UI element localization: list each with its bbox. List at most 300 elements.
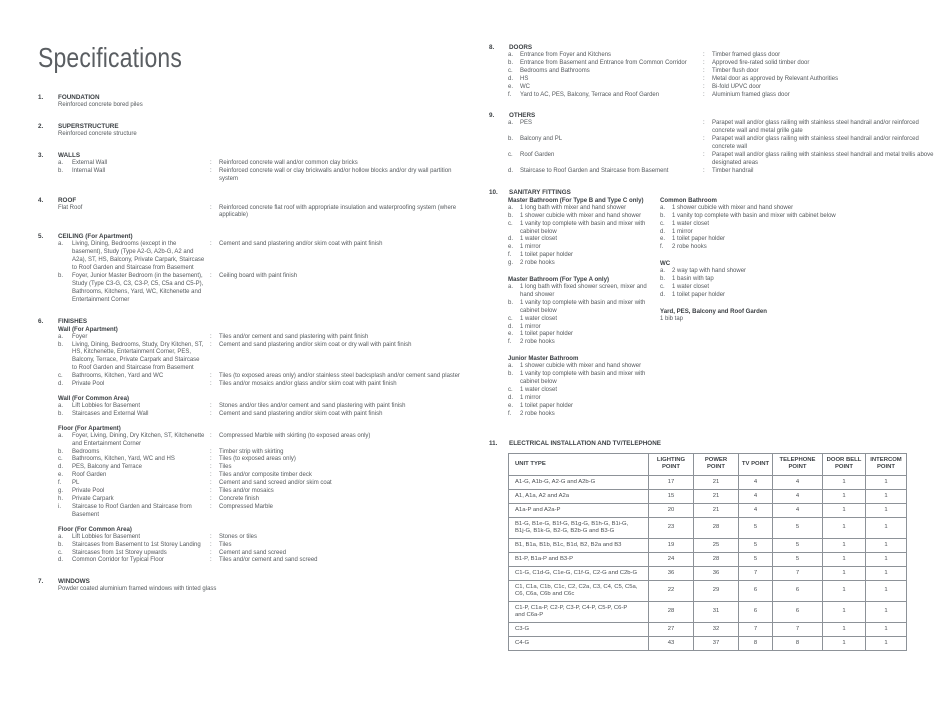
point-count-cell: 5 <box>773 538 823 552</box>
item-colon-separator: : <box>210 557 212 564</box>
item-label: Entrance from Basement and Entrance from Common Corridor <box>520 59 687 66</box>
point-count-cell: 1 <box>866 475 907 489</box>
item-letter: b. <box>508 371 514 378</box>
sanitary-item <box>660 205 937 213</box>
sanitary-item <box>508 260 660 268</box>
section-title: FINISHES <box>58 317 88 325</box>
spec-pair-list <box>58 334 464 389</box>
point-count-cell: 19 <box>649 538 694 552</box>
spec-row <box>58 381 464 389</box>
unit-type-cell: C3-G <box>509 622 649 636</box>
sanitary-item <box>508 363 660 371</box>
spec-pair-list <box>508 120 937 175</box>
sanitary-item <box>508 236 660 244</box>
item-letter: f. <box>58 480 62 487</box>
sanitary-item <box>508 221 660 237</box>
spec-pair-list <box>58 205 464 221</box>
table-header-row <box>509 453 907 475</box>
spec-row <box>58 168 464 184</box>
item-text: 1 mirror <box>520 323 541 330</box>
item-label: Roof Garden <box>520 152 555 159</box>
item-value: Concrete finish <box>219 496 260 502</box>
spec-row <box>58 550 464 558</box>
section-number: 6. <box>38 317 44 325</box>
sanitary-column-left <box>508 197 660 427</box>
table-row <box>509 475 907 489</box>
item-letter: h. <box>58 496 64 502</box>
item-letter: c. <box>58 373 63 380</box>
item-text: 1 shower cubicle with mixer and hand shower <box>520 363 642 370</box>
item-letter: a. <box>660 204 666 211</box>
spec-row <box>58 534 464 542</box>
spec-section <box>38 578 464 594</box>
point-count-cell: 36 <box>649 566 694 580</box>
item-letter: c. <box>58 549 63 556</box>
unit-type-cell: C1-P, C1a-P, C2-P, C3-P, C4-P, C5-P, C6-P and C6a-P <box>509 601 649 622</box>
point-count-cell: 1 <box>823 601 866 622</box>
sanitary-item <box>508 395 660 403</box>
item-colon-separator: : <box>210 448 212 455</box>
section-heading <box>38 578 464 586</box>
item-letter: g. <box>58 488 64 495</box>
item-label: Roof Garden <box>72 472 107 479</box>
item-text: 1 mirror <box>520 244 541 251</box>
point-count-cell: 5 <box>773 517 823 538</box>
item-letter: d. <box>58 464 64 471</box>
section-heading <box>38 318 464 326</box>
point-count-cell: 1 <box>866 636 907 650</box>
item-value: Tiles (to exposed areas only) and/or stainless steel backsplash and/or cement sand plaster <box>219 373 460 380</box>
item-value: Parapet wall and/or glass railing with stainless steel handrail and metal trellis above designated areas <box>712 152 934 166</box>
item-colon-separator: : <box>210 333 212 340</box>
left-sections-container <box>38 94 464 594</box>
point-count-cell: 28 <box>649 601 694 622</box>
point-count-cell: 4 <box>739 489 773 503</box>
item-letter: a. <box>508 120 514 127</box>
point-count-cell: 27 <box>649 622 694 636</box>
spec-row <box>58 557 464 565</box>
item-letter: b. <box>508 136 514 143</box>
item-letter: d. <box>508 167 514 174</box>
item-colon-separator: : <box>210 410 212 417</box>
item-text: 1 shower cubicle with mixer and hand shower <box>672 204 794 211</box>
item-value: Stones or tiles <box>219 533 258 540</box>
point-count-cell: 1 <box>866 503 907 517</box>
sanitary-item <box>508 371 660 387</box>
item-letter: c. <box>508 220 513 227</box>
point-count-cell: 1 <box>866 538 907 552</box>
spec-row <box>508 76 937 84</box>
item-colon-separator: : <box>210 373 212 380</box>
item-text: 1 mirror <box>520 394 541 401</box>
section-number: 8. <box>489 44 495 51</box>
item-letter: g. <box>508 260 514 267</box>
item-label: Flat Roof <box>58 204 83 211</box>
spec-pair-list <box>58 160 464 184</box>
section-title: DOORS <box>509 44 533 51</box>
table-row <box>509 636 907 650</box>
point-count-cell: 7 <box>773 622 823 636</box>
item-colon-separator: : <box>210 204 212 211</box>
item-colon-separator: : <box>703 67 705 74</box>
sanitary-item <box>508 331 660 339</box>
section-heading <box>489 112 937 120</box>
point-count-cell: 24 <box>649 552 694 566</box>
point-count-cell: 21 <box>694 489 739 503</box>
item-letter: b. <box>58 167 64 174</box>
section-number: 10. <box>489 188 498 196</box>
item-label: Foyer, Living, Dining, Dry Kitchen, ST, Kitchenette and Entertainment Corner <box>72 432 205 447</box>
point-count-cell: 4 <box>773 503 823 517</box>
sanitary-group-title: Master Bathroom (For Type A only) <box>508 276 610 284</box>
item-letter: b. <box>58 448 64 455</box>
point-count-cell: 6 <box>739 580 773 601</box>
item-colon-separator: : <box>210 341 212 348</box>
spec-pair-list <box>58 534 464 566</box>
spec-section <box>38 152 464 184</box>
spec-pair-list <box>508 52 937 99</box>
item-value: Reinforced concrete wall or clay brickwalls and/or hollow blocks and/or dry wall partition system <box>219 167 452 182</box>
right-sections-container <box>489 44 937 651</box>
section-title: SUPERSTRUCTURE <box>58 122 119 130</box>
section-body <box>38 241 464 304</box>
point-count-cell: 1 <box>823 489 866 503</box>
item-text: 1 vanity top complete with basin and mixer with cabinet below <box>672 212 836 219</box>
spec-row <box>508 84 937 92</box>
item-value: Cement and sand screed and/or skim coat <box>219 480 332 487</box>
point-count-cell: 5 <box>739 538 773 552</box>
sanitary-group <box>660 260 937 300</box>
sanitary-item <box>508 252 660 260</box>
spec-section <box>38 233 464 304</box>
unit-type-cell: B1-G, B1e-G, B1f-G, B1g-G, B1h-G, B1i-G, B1j-G, B1k-G, B2-G, B2b-G and B3-G <box>509 517 649 538</box>
item-letter: e. <box>58 472 64 479</box>
item-value: Approved fire-rated solid timber door <box>712 59 810 66</box>
item-label: Staircase to Roof Garden and Staircase from Basement <box>520 167 669 174</box>
item-value: Compressed Marble with skirting (to exposed areas only) <box>219 432 371 439</box>
sanitary-item <box>508 324 660 332</box>
spec-row <box>508 168 937 176</box>
spec-section <box>38 197 464 221</box>
spec-row <box>508 92 937 100</box>
section-heading <box>38 233 464 241</box>
item-letter: e. <box>508 402 514 409</box>
table-header-cell: UNIT TYPE <box>509 453 649 475</box>
item-value: Cement and sand plastering and/or skim coat or dry wall with paint finish <box>219 341 412 348</box>
item-text: 1 vanity top complete with basin and mixer with cabinet below <box>520 371 646 386</box>
item-text: 1 long bath with mixer and hand shower <box>520 204 627 211</box>
section-title: FOUNDATION <box>58 94 100 101</box>
section-text: Reinforced concrete structure <box>58 130 137 137</box>
item-text: 1 long bath with fixed shower screen, mixer and hand shower <box>520 284 647 298</box>
item-colon-separator: : <box>703 59 705 66</box>
item-label: Bathrooms, Kitchen, Yard, WC and HS <box>72 456 175 463</box>
item-colon-separator: : <box>703 52 705 58</box>
point-count-cell: 1 <box>823 580 866 601</box>
point-count-cell: 1 <box>823 566 866 580</box>
point-count-cell: 43 <box>649 636 694 650</box>
sanitary-group <box>508 276 660 347</box>
item-colon-separator: : <box>703 91 705 98</box>
item-colon-separator: : <box>210 159 212 166</box>
sanitary-columns <box>508 197 937 427</box>
sanitary-group <box>508 355 660 418</box>
item-label: Private Pool <box>72 381 105 388</box>
item-letter: a. <box>58 333 64 340</box>
item-text: 1 mirror <box>672 228 693 235</box>
spec-section <box>489 112 937 175</box>
item-value: Tiles <box>219 464 232 471</box>
point-count-cell: 6 <box>773 580 823 601</box>
item-colon-separator: : <box>210 503 212 510</box>
item-text: 2 robe hooks <box>520 260 555 267</box>
unit-type-cell: B1, B1a, B1b, B1c, B1d, B2, B2a and B3 <box>509 538 649 552</box>
point-count-cell: 25 <box>694 538 739 552</box>
item-letter: a. <box>58 159 64 166</box>
item-text: 1 water closet <box>672 284 710 291</box>
point-count-cell: 1 <box>823 636 866 650</box>
item-value: Stones and/or tiles and/or cement and sand plastering with paint finish <box>219 402 406 409</box>
item-letter: f. <box>508 252 512 259</box>
item-value: Aluminium framed glass door <box>712 91 790 98</box>
spec-section <box>38 123 464 139</box>
point-count-cell: 15 <box>649 489 694 503</box>
item-colon-separator: : <box>703 83 705 90</box>
item-label: WC <box>520 83 530 90</box>
item-text: 2 robe hooks <box>520 339 555 346</box>
section-body <box>489 52 937 99</box>
point-count-cell: 29 <box>694 580 739 601</box>
sanitary-column-right <box>660 197 937 427</box>
item-text: 1 water closet <box>520 236 558 243</box>
item-letter: c. <box>660 220 665 227</box>
item-text: 1 toilet paper holder <box>672 291 726 298</box>
item-value: Tiles and/or composite timber deck <box>219 472 312 479</box>
item-value: Compressed Marble <box>219 503 274 510</box>
item-value: Parapet wall and/or glass railing with stainless steel handrail and/or reinforced concrete wall <box>712 136 919 151</box>
item-value: Cement and sand plastering and/or skim coat with paint finish <box>219 410 383 417</box>
section-body <box>489 120 937 175</box>
item-value: Metal door as approved by Relevant Authorities <box>712 75 839 82</box>
unit-type-cell: A1-G, A1b-G, A2-G and A2b-G <box>509 475 649 489</box>
item-colon-separator: : <box>210 464 212 471</box>
item-label: Foyer, Junior Master Bedroom (in the basement), Study (Type C3-G, C3, C3-P, C5, C5a and C5-P), Bathrooms, Kitchens, Yard, WC, Kitchenette and Entertainment Corner <box>72 272 204 303</box>
table-header-cell: DOOR BELL POINT <box>823 453 866 475</box>
item-text: 1 water closet <box>520 315 558 322</box>
sanitary-item <box>508 411 660 419</box>
item-letter: a. <box>660 268 666 275</box>
spec-row <box>508 52 937 60</box>
section-body <box>38 131 464 139</box>
spec-row <box>58 542 464 550</box>
point-count-cell: 1 <box>866 552 907 566</box>
item-letter: a. <box>58 241 64 248</box>
item-value: Tiles and/or mosaics and/or glass and/or skim coat with paint finish <box>219 381 397 388</box>
section-title: OTHERS <box>509 112 536 120</box>
point-count-cell: 5 <box>773 552 823 566</box>
item-letter: e. <box>660 236 666 243</box>
sanitary-item <box>508 300 660 316</box>
point-count-cell: 20 <box>649 503 694 517</box>
point-count-cell: 28 <box>694 517 739 538</box>
unit-type-cell: C4-G <box>509 636 649 650</box>
spec-row <box>58 488 464 496</box>
spec-pair-list <box>58 433 464 520</box>
item-label: Yard to AC, PES, Balcony, Terrace and Roof Garden <box>520 91 660 98</box>
point-count-cell: 1 <box>866 489 907 503</box>
item-letter: d. <box>58 381 64 388</box>
point-count-cell: 1 <box>823 503 866 517</box>
sanitary-group-title: WC <box>660 260 671 268</box>
item-value: Reinforced concrete flat roof with appropriate insulation and waterproofing system (where applicable) <box>219 204 457 219</box>
section-number: 7. <box>38 578 44 586</box>
item-colon-separator: : <box>210 272 212 279</box>
item-letter: a. <box>58 402 64 409</box>
item-letter: a. <box>508 363 514 370</box>
table-row <box>509 538 907 552</box>
item-colon-separator: : <box>703 75 705 82</box>
item-value: Timber framed glass door <box>712 52 781 58</box>
item-letter: c. <box>58 456 63 463</box>
sanitary-item <box>660 244 937 252</box>
unit-type-cell: A1, A1a, A2 and A2a <box>509 489 649 503</box>
spec-row <box>508 120 937 136</box>
section-title: CEILING (For Apartment) <box>58 233 133 241</box>
section-heading <box>489 189 937 197</box>
point-count-cell: 6 <box>739 601 773 622</box>
item-letter: c. <box>660 284 665 291</box>
item-colon-separator: : <box>703 152 705 159</box>
subsection-heading: Floor (For Common Area) <box>58 525 132 533</box>
section-heading <box>489 440 937 448</box>
sanitary-item <box>660 284 937 292</box>
item-letter: b. <box>58 341 64 348</box>
item-label: Staircases from 1st Storey upwards <box>72 549 167 556</box>
item-text: 1 toilet paper holder <box>520 402 574 409</box>
spec-row <box>58 456 464 464</box>
spec-pair-list <box>58 241 464 304</box>
spec-row <box>58 241 464 273</box>
item-label: Balcony and PL <box>520 136 563 143</box>
unit-type-cell: C1, C1a, C1b, C1c, C2, C2a, C3, C4, C5, C5a, C6, C6a, C6b and C6c <box>509 580 649 601</box>
spec-row <box>508 68 937 76</box>
item-label: Staircases and External Wall <box>72 410 149 417</box>
item-colon-separator: : <box>210 456 212 463</box>
point-count-cell: 1 <box>823 517 866 538</box>
section-title: SANITARY FITTINGS <box>509 188 571 196</box>
item-letter: f. <box>508 339 512 346</box>
item-letter: c. <box>508 67 513 74</box>
sanitary-item <box>508 339 660 347</box>
item-label: Private Pool <box>72 488 105 495</box>
spec-row <box>58 373 464 381</box>
item-letter: e. <box>508 83 514 90</box>
point-count-cell: 31 <box>694 601 739 622</box>
point-count-cell: 7 <box>739 622 773 636</box>
sanitary-item <box>660 236 937 244</box>
item-label: Bedrooms and Bathrooms <box>520 67 590 74</box>
section-body <box>489 197 937 427</box>
item-colon-separator: : <box>210 488 212 495</box>
item-value: Tiles and/or mosaics <box>219 488 274 495</box>
point-count-cell: 37 <box>694 636 739 650</box>
item-colon-separator: : <box>703 167 705 174</box>
item-value: Tiles and/or cement and sand plastering with paint finish <box>219 333 369 340</box>
item-label: Living, Dining, Bedrooms (except in the basement), Study (Type A2-G, A2b-G, A2 and A2a), ST, HS, Balcony, Private Carpark, Staircase to Roof Garden and Staircase from Basement <box>72 241 205 272</box>
item-letter: a. <box>58 432 64 439</box>
point-count-cell: 5 <box>739 552 773 566</box>
spec-section <box>38 94 464 110</box>
spec-row <box>58 480 464 488</box>
spec-section <box>38 318 464 566</box>
section-body <box>38 586 464 594</box>
spec-row <box>58 160 464 168</box>
item-letter: d. <box>58 557 64 564</box>
sanitary-item <box>508 213 660 221</box>
spec-row <box>508 136 937 152</box>
item-colon-separator: : <box>703 120 705 127</box>
spec-row <box>58 273 464 305</box>
section-title: ROOF <box>58 196 77 204</box>
item-value: Cement and sand screed <box>219 549 287 556</box>
spec-row <box>58 464 464 472</box>
item-text: 1 basin with tap <box>672 276 714 283</box>
item-colon-separator: : <box>210 241 212 248</box>
point-count-cell: 4 <box>739 475 773 489</box>
item-value: Parapet wall and/or glass railing with stainless steel handrail and/or reinforced concrete wall and metal grille gate <box>712 120 919 135</box>
item-letter: a. <box>508 284 514 291</box>
item-label: Bedrooms <box>72 448 100 455</box>
item-letter: b. <box>58 541 64 548</box>
point-count-cell: 1 <box>823 475 866 489</box>
sanitary-group <box>508 197 660 268</box>
section-heading <box>38 123 464 131</box>
item-value: Tiles <box>219 541 232 548</box>
sanitary-item <box>660 268 937 276</box>
table-row <box>509 601 907 622</box>
item-value: Timber strip with skirting <box>219 448 284 455</box>
point-count-cell: 21 <box>694 475 739 489</box>
item-letter: b. <box>58 272 64 279</box>
item-label: Private Carpark <box>72 496 114 502</box>
section-heading <box>38 197 464 205</box>
item-letter: a. <box>58 533 64 540</box>
item-colon-separator: : <box>210 480 212 487</box>
point-count-cell: 1 <box>866 601 907 622</box>
section-title: WALLS <box>58 151 81 159</box>
sanitary-item <box>508 244 660 252</box>
item-text: 1 water closet <box>672 220 710 227</box>
item-letter: f. <box>508 91 512 98</box>
item-label: Common Corridor for Typical Floor <box>72 557 164 564</box>
item-letter: d. <box>660 228 666 235</box>
item-value: Tiles (to exposed areas only) <box>219 456 296 463</box>
point-count-cell: 32 <box>694 622 739 636</box>
spec-row <box>58 472 464 480</box>
item-value: Reinforced concrete wall and/or common clay bricks <box>219 159 358 166</box>
point-count-cell: 1 <box>866 566 907 580</box>
spec-row <box>508 152 937 168</box>
unit-type-cell: B1-P, B1a-P and B3-P <box>509 552 649 566</box>
item-label: PES, Balcony and Terrace <box>72 464 142 471</box>
sanitary-item <box>508 205 660 213</box>
point-count-cell: 1 <box>823 552 866 566</box>
item-text: 1 vanity top complete with basin and mixer with cabinet below <box>520 299 646 314</box>
item-letter: a. <box>508 52 514 58</box>
section-number: 11. <box>489 439 498 447</box>
item-text: 1 vanity top complete with basin and mixer with cabinet below <box>520 220 646 235</box>
table-header-cell: POWER POINT <box>694 453 739 475</box>
